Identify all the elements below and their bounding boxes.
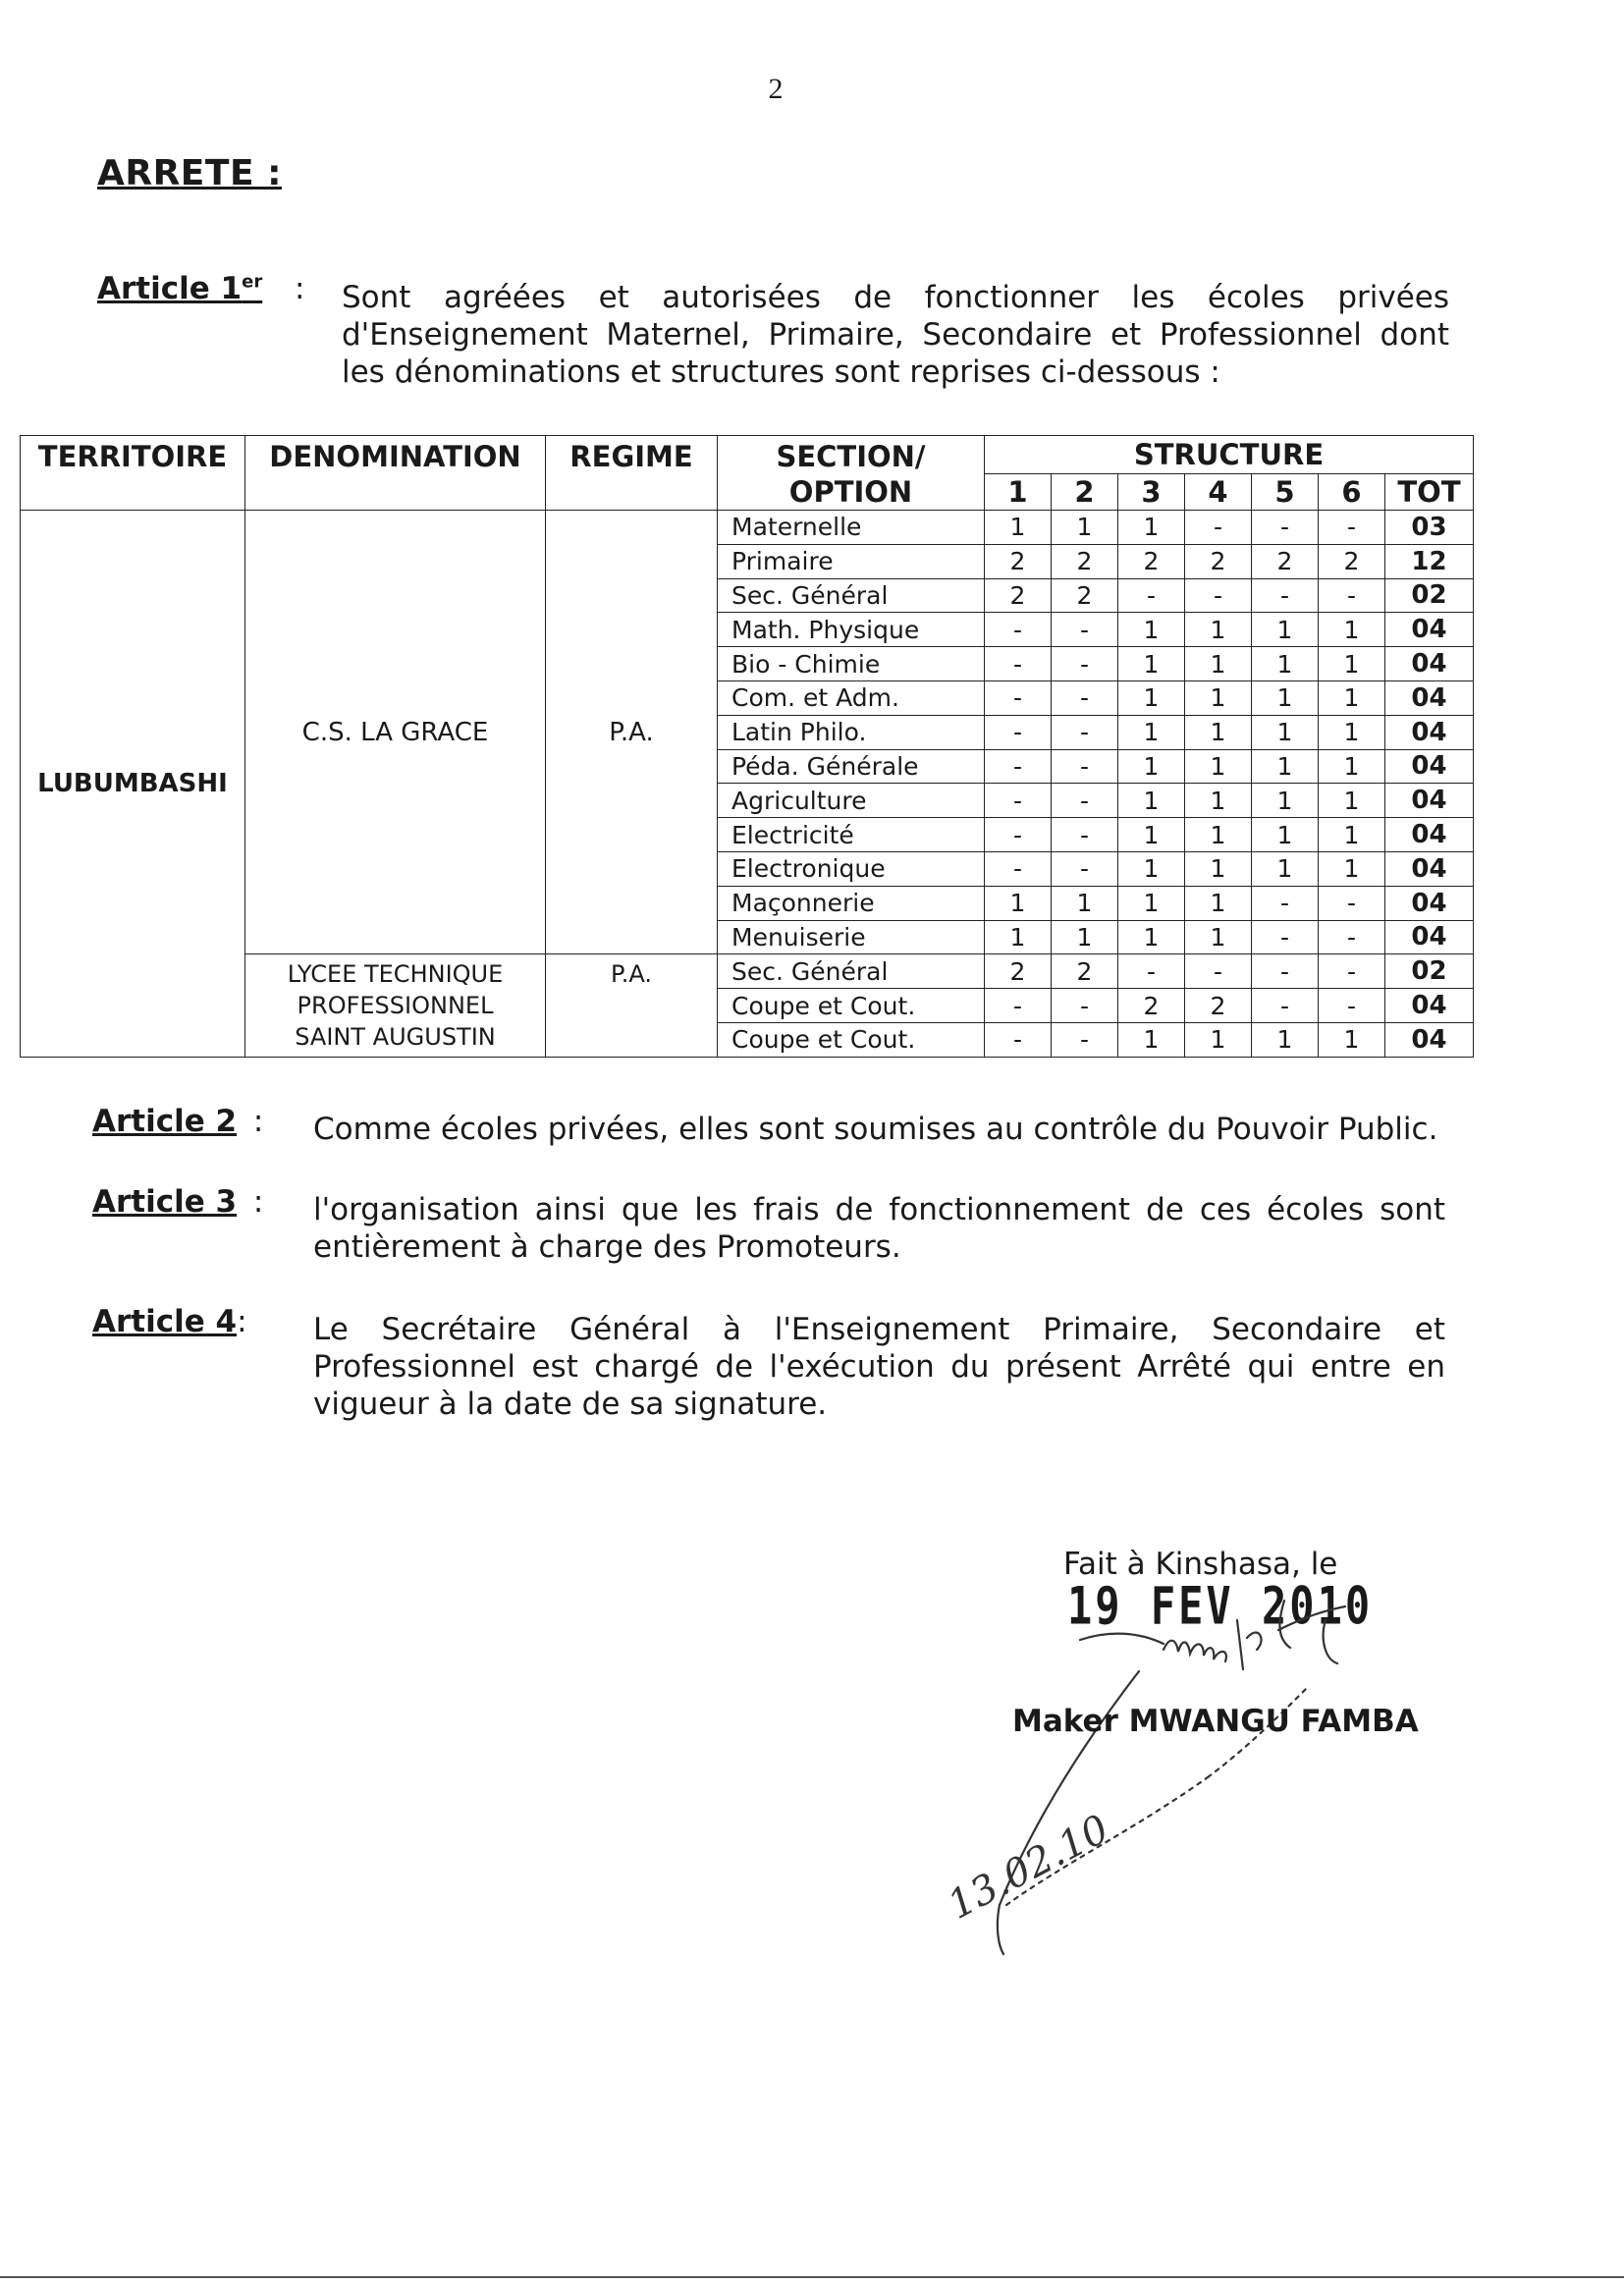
section-cell: Electricité bbox=[718, 818, 985, 852]
structure-cell: 1 bbox=[1185, 715, 1252, 749]
structure-cell: 2 bbox=[1319, 544, 1385, 578]
article-4-text: Le Secrétaire Général à l'Enseignement Primaire, Secondaire et Professionnel est chargé de l'exécution du présent Arrêté qui entre en vigueur à la date de sa signature. bbox=[313, 1312, 1445, 1422]
total-cell: 03 bbox=[1385, 511, 1474, 545]
total-cell: 04 bbox=[1385, 613, 1474, 647]
structure-cell: - bbox=[1319, 578, 1385, 613]
page-bottom-rule bbox=[0, 2276, 1624, 2278]
structure-cell: - bbox=[985, 784, 1052, 818]
header-col-4: 4 bbox=[1185, 474, 1252, 511]
structure-cell: - bbox=[1252, 511, 1319, 545]
structure-cell: 1 bbox=[1118, 784, 1185, 818]
structure-cell: 2 bbox=[1052, 544, 1118, 578]
structure-cell: 1 bbox=[1185, 749, 1252, 784]
structure-cell: 1 bbox=[1252, 749, 1319, 784]
structure-cell: - bbox=[985, 680, 1052, 715]
structure-cell: - bbox=[1052, 613, 1118, 647]
structure-cell: 1 bbox=[1252, 715, 1319, 749]
denomination-cell: LYCEE TECHNIQUE PROFESSIONNEL SAINT AUGUSTIN bbox=[245, 954, 546, 1057]
structure-cell: 1 bbox=[1185, 680, 1252, 715]
article-1-text: Sont agréées et autorisées de fonctionner les écoles privées d'Enseignement Maternel, Primaire, Secondaire et Professionnel dont les dénominations et structures sont reprises ci-dessous : bbox=[342, 280, 1449, 390]
structure-cell: - bbox=[985, 818, 1052, 852]
header-col-tot: TOT bbox=[1385, 474, 1474, 511]
total-cell: 02 bbox=[1385, 954, 1474, 989]
regime-cell: P.A. bbox=[546, 954, 718, 1057]
table-row bbox=[21, 511, 1474, 545]
structure-cell: - bbox=[985, 851, 1052, 886]
section-cell: Menuiserie bbox=[718, 920, 985, 954]
structure-cell: 1 bbox=[1252, 784, 1319, 818]
structure-cell: 1 bbox=[1052, 920, 1118, 954]
total-cell: 12 bbox=[1385, 544, 1474, 578]
total-cell: 04 bbox=[1385, 647, 1474, 681]
structure-cell: 1 bbox=[1118, 851, 1185, 886]
structure-cell: 1 bbox=[1118, 886, 1185, 920]
structure-cell: - bbox=[1052, 680, 1118, 715]
article-4-label: Article 4: bbox=[92, 1304, 247, 1339]
structure-cell: - bbox=[1052, 851, 1118, 886]
structure-cell: - bbox=[1118, 578, 1185, 613]
structure-cell: 1 bbox=[1252, 647, 1319, 681]
structure-cell: 1 bbox=[985, 886, 1052, 920]
structure-cell: 1 bbox=[1185, 1022, 1252, 1057]
schools-table bbox=[20, 435, 1474, 1058]
structure-cell: 1 bbox=[1185, 920, 1252, 954]
total-cell: 02 bbox=[1385, 578, 1474, 613]
section-cell: Sec. Général bbox=[718, 954, 985, 989]
structure-cell: - bbox=[1252, 954, 1319, 989]
article-1-label: Article 1er : bbox=[97, 271, 305, 306]
structure-cell: 1 bbox=[1319, 818, 1385, 852]
total-cell: 04 bbox=[1385, 680, 1474, 715]
section-cell: Bio - Chimie bbox=[718, 647, 985, 681]
structure-cell: 1 bbox=[1185, 851, 1252, 886]
article-3-label: Article 3 : bbox=[92, 1184, 264, 1220]
structure-cell: 2 bbox=[1185, 544, 1252, 578]
structure-cell: 1 bbox=[1052, 886, 1118, 920]
structure-cell: 1 bbox=[1319, 1022, 1385, 1057]
structure-cell: 1 bbox=[1118, 920, 1185, 954]
structure-cell: - bbox=[1052, 647, 1118, 681]
structure-cell: 2 bbox=[985, 544, 1052, 578]
structure-cell: 1 bbox=[985, 920, 1052, 954]
signer-name: Maker MWANGU FAMBA bbox=[1012, 1704, 1419, 1739]
structure-cell: 1 bbox=[1252, 613, 1319, 647]
structure-cell: - bbox=[1052, 715, 1118, 749]
structure-cell: - bbox=[1252, 989, 1319, 1023]
header-col-3: 3 bbox=[1118, 474, 1185, 511]
regime-cell: P.A. bbox=[546, 511, 718, 954]
total-cell: 04 bbox=[1385, 886, 1474, 920]
structure-cell: 1 bbox=[985, 511, 1052, 545]
structure-cell: 2 bbox=[1185, 989, 1252, 1023]
structure-cell: - bbox=[1052, 818, 1118, 852]
structure-cell: - bbox=[1185, 578, 1252, 613]
structure-cell: 1 bbox=[1319, 613, 1385, 647]
section-cell: Coupe et Cout. bbox=[718, 989, 985, 1023]
structure-cell: 1 bbox=[1185, 784, 1252, 818]
structure-cell: 1 bbox=[1319, 715, 1385, 749]
total-cell: 04 bbox=[1385, 715, 1474, 749]
structure-cell: - bbox=[985, 647, 1052, 681]
structure-cell: 1 bbox=[1319, 784, 1385, 818]
structure-cell: 1 bbox=[1319, 749, 1385, 784]
structure-cell: - bbox=[1252, 578, 1319, 613]
structure-cell: - bbox=[1052, 1022, 1118, 1057]
structure-cell: 2 bbox=[1052, 578, 1118, 613]
structure-cell: 1 bbox=[1052, 511, 1118, 545]
structure-cell: 1 bbox=[1118, 511, 1185, 545]
article-3-text: l'organisation ainsi que les frais de fonctionnement de ces écoles sont entièrement à charge des Promoteurs. bbox=[313, 1192, 1445, 1265]
structure-cell: - bbox=[985, 989, 1052, 1023]
structure-cell: 1 bbox=[1185, 818, 1252, 852]
structure-cell: - bbox=[1252, 886, 1319, 920]
structure-cell: 2 bbox=[1118, 989, 1185, 1023]
structure-cell: - bbox=[1185, 511, 1252, 545]
structure-cell: - bbox=[1319, 511, 1385, 545]
header-regime: REGIME bbox=[546, 436, 718, 511]
structure-cell: - bbox=[1052, 749, 1118, 784]
header-col-5: 5 bbox=[1252, 474, 1319, 511]
section-cell: Agriculture bbox=[718, 784, 985, 818]
total-cell: 04 bbox=[1385, 784, 1474, 818]
structure-cell: - bbox=[1252, 920, 1319, 954]
structure-cell: 1 bbox=[1319, 851, 1385, 886]
total-cell: 04 bbox=[1385, 749, 1474, 784]
total-cell: 04 bbox=[1385, 1022, 1474, 1057]
structure-cell: - bbox=[1052, 989, 1118, 1023]
structure-cell: 1 bbox=[1118, 647, 1185, 681]
structure-cell: - bbox=[1118, 954, 1185, 989]
structure-cell: 1 bbox=[1252, 818, 1319, 852]
section-cell: Coupe et Cout. bbox=[718, 1022, 985, 1057]
article-2-text: Comme écoles privées, elles sont soumises au contrôle du Pouvoir Public. bbox=[313, 1112, 1438, 1147]
structure-cell: 1 bbox=[1118, 1022, 1185, 1057]
header-col-6: 6 bbox=[1319, 474, 1385, 511]
structure-cell: - bbox=[1319, 954, 1385, 989]
structure-cell: - bbox=[1319, 920, 1385, 954]
denomination-cell: C.S. LA GRACE bbox=[245, 511, 546, 954]
section-cell: Maternelle bbox=[718, 511, 985, 545]
structure-cell: 2 bbox=[1118, 544, 1185, 578]
structure-cell: - bbox=[1319, 989, 1385, 1023]
total-cell: 04 bbox=[1385, 818, 1474, 852]
structure-cell: 1 bbox=[1319, 647, 1385, 681]
structure-cell: - bbox=[985, 749, 1052, 784]
structure-cell: 1 bbox=[1118, 715, 1185, 749]
structure-cell: 1 bbox=[1319, 680, 1385, 715]
section-cell: Com. et Adm. bbox=[718, 680, 985, 715]
structure-cell: - bbox=[985, 1022, 1052, 1057]
header-col-2: 2 bbox=[1052, 474, 1118, 511]
structure-cell: 2 bbox=[985, 578, 1052, 613]
structure-cell: 1 bbox=[1118, 818, 1185, 852]
structure-cell: 1 bbox=[1185, 886, 1252, 920]
section-cell: Sec. Général bbox=[718, 578, 985, 613]
structure-cell: 2 bbox=[985, 954, 1052, 989]
structure-cell: 1 bbox=[1185, 613, 1252, 647]
section-cell: Maçonnerie bbox=[718, 886, 985, 920]
date-stamp: 19 FEV 2010 bbox=[1067, 1575, 1374, 1637]
structure-cell: 1 bbox=[1185, 647, 1252, 681]
structure-cell: - bbox=[1052, 784, 1118, 818]
total-cell: 04 bbox=[1385, 851, 1474, 886]
structure-cell: 2 bbox=[1252, 544, 1319, 578]
section-cell: Primaire bbox=[718, 544, 985, 578]
handwritten-date: 13.02.10 bbox=[941, 1806, 1116, 1929]
header-section-option: SECTION/ OPTION bbox=[718, 436, 985, 511]
section-cell: Latin Philo. bbox=[718, 715, 985, 749]
structure-cell: - bbox=[985, 715, 1052, 749]
header-denomination: DENOMINATION bbox=[245, 436, 546, 511]
structure-cell: 1 bbox=[1252, 1022, 1319, 1057]
structure-cell: - bbox=[985, 613, 1052, 647]
structure-cell: - bbox=[1319, 886, 1385, 920]
header-territoire: TERRITOIRE bbox=[21, 436, 245, 511]
section-cell: Electronique bbox=[718, 851, 985, 886]
header-col-1: 1 bbox=[985, 474, 1052, 511]
section-cell: Math. Physique bbox=[718, 613, 985, 647]
section-cell: Péda. Générale bbox=[718, 749, 985, 784]
document-heading: ARRETE : bbox=[97, 153, 282, 193]
structure-cell: - bbox=[1185, 954, 1252, 989]
structure-cell: 1 bbox=[1252, 851, 1319, 886]
structure-cell: 1 bbox=[1118, 680, 1185, 715]
total-cell: 04 bbox=[1385, 920, 1474, 954]
structure-cell: 1 bbox=[1118, 749, 1185, 784]
structure-cell: 1 bbox=[1252, 680, 1319, 715]
article-2-label: Article 2 : bbox=[92, 1104, 264, 1139]
total-cell: 04 bbox=[1385, 989, 1474, 1023]
territoire-cell: LUBUMBASHI bbox=[21, 511, 245, 1058]
page-number: 2 bbox=[768, 73, 784, 105]
header-structure: STRUCTURE bbox=[985, 436, 1474, 474]
structure-cell: 1 bbox=[1118, 613, 1185, 647]
handwritten-signature bbox=[913, 1581, 1424, 1993]
structure-cell: 2 bbox=[1052, 954, 1118, 989]
place-and-date: Fait à Kinshasa, le 19 FEV 2010 bbox=[1063, 1547, 1374, 1637]
